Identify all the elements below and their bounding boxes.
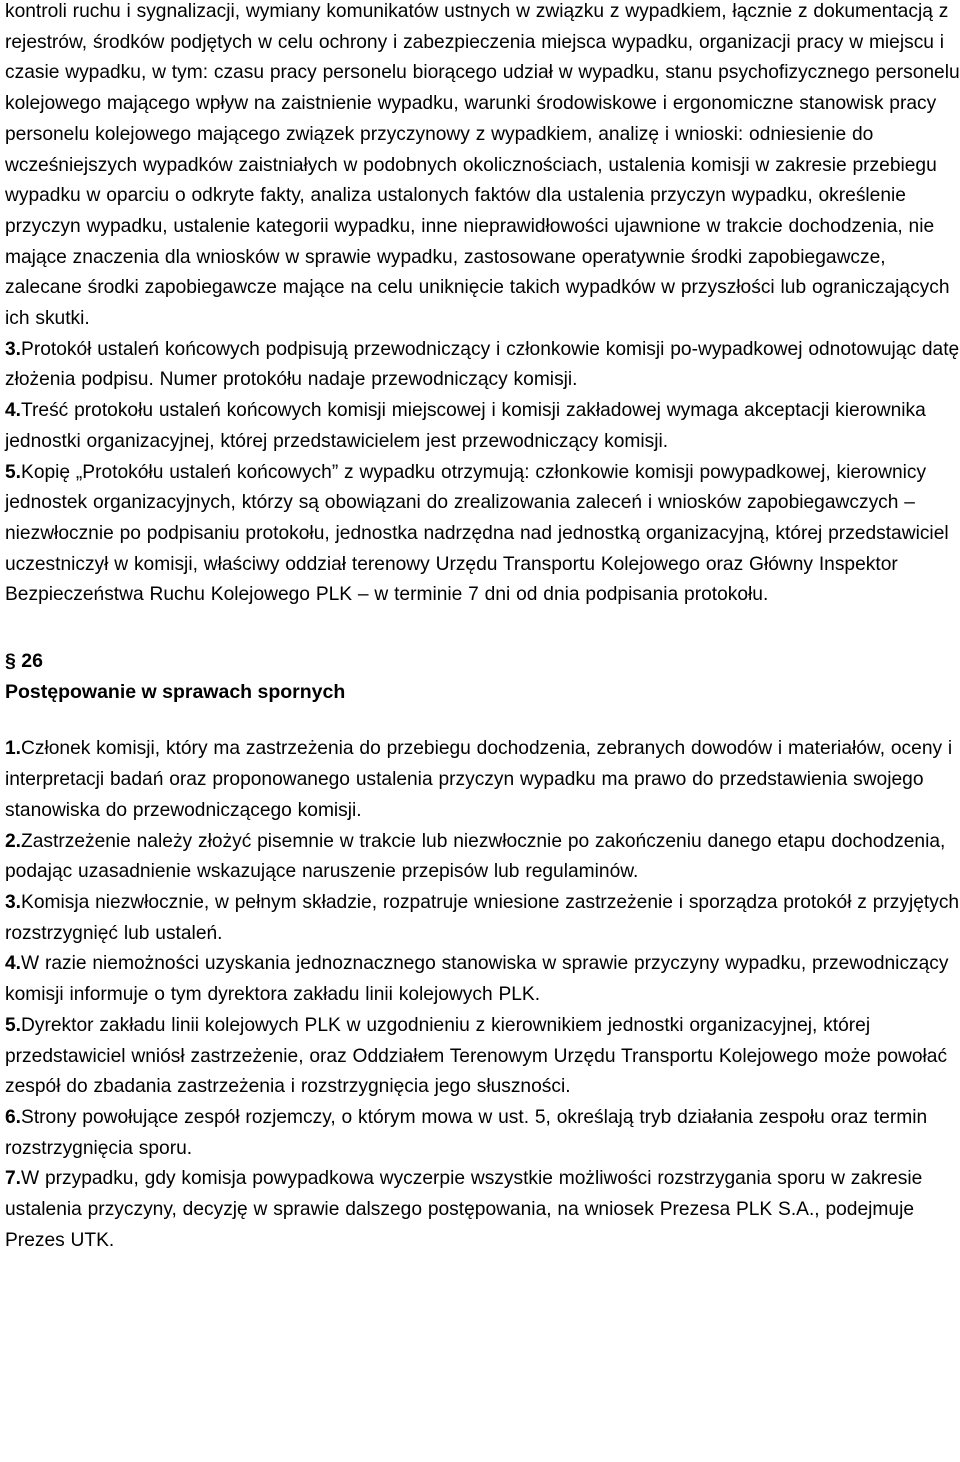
item-number: 7. [5, 1168, 22, 1190]
dispute-item-3 [5, 888, 960, 949]
dispute-item-4 [5, 949, 960, 1010]
item-number: 6. [5, 1106, 22, 1128]
item-number: 4. [5, 400, 22, 422]
dispute-item-6 [5, 1103, 960, 1164]
item-text: Członek komisji, który ma zastrzeżenia do przebiegu dochodzenia, zebranych dowodów i materiałów, oceny i interpretacji badań oraz proponowanego ustalenia przyczyn wypadku ma prawo do przedstawienia swojego stanowiska do przewodniczącego komisji. [5, 738, 953, 821]
item-text: Protokół ustaleń końcowych podpisują przewodniczący i członkowie komisji po-wypadkowej odnotowując datę złożenia podpisu. Numer protokółu nadaje przewodniczący komisji. [5, 338, 960, 391]
section-number: § 26 [5, 650, 43, 673]
section-title: Postępowanie w sprawach spornych [5, 680, 346, 703]
item-number: 1. [5, 738, 22, 760]
item-text: Zastrzeżenie należy złożyć pisemnie w trakcie lub niezwłocznie po zakończeniu danego etapu dochodzenia, podając uzasadnienie wskazujące naruszenie przepisów lub regulaminów. [5, 830, 946, 883]
dispute-item-2 [5, 827, 960, 888]
item-text: W razie niemożności uzyskania jednoznacznego stanowiska w sprawie przyczyny wypadku, przewodniczący komisji informuje o tym dyrektora zakładu linii kolejowych PLK. [5, 953, 949, 1006]
item-number: 5. [5, 461, 22, 483]
item-number: 2. [5, 830, 22, 852]
dispute-item-5 [5, 1011, 960, 1103]
item-number: 3. [5, 338, 22, 360]
dispute-item-7 [5, 1164, 960, 1256]
item-number: 3. [5, 891, 22, 913]
item-text: Treść protokołu ustaleń końcowych komisji miejscowej i komisji zakładowej wymaga akceptacji kierownika jednostki organizacyjnej, której przedstawicielem jest przewodniczący komisji. [5, 400, 926, 452]
item-number: 5. [5, 1014, 22, 1036]
item-number: 4. [5, 953, 22, 975]
list-item-5 [5, 458, 960, 612]
item-text: W przypadku, gdy komisja powypadkowa wyczerpie wszystkie możliwości rozstrzygania sporu w zakresie ustalenia przyczyny, decyzję w sprawie dalszego postępowania, na wniosek Prezesa PLK S.A., podejmuje Prezes UTK. [5, 1168, 923, 1251]
item-text: Strony powołujące zespół rozjemczy, o którym mowa w ust. 5, określają tryb działania zespołu oraz termin rozstrzygnięcia sporu. [5, 1106, 928, 1159]
list-item-3 [5, 335, 960, 396]
item-text: Komisja niezwłocznie, w pełnym składzie, rozpatruje wniesione zastrzeżenie i sporządza protokół z przyjętych rozstrzygnięć lub ustaleń. [5, 891, 960, 944]
dispute-item-1 [5, 734, 960, 826]
item-text: Kopię „Protokółu ustaleń końcowych” z wypadku otrzymują: członkowie komisji powypadkowej, kierownicy jednostek organizacyjnych, którzy są obowiązani do zrealizowania zaleceń i wniosków zapobiegawczych – niezwłocznie po podpisaniu protokołu, jednostka nadrzędna nad jednostką organizacyjną, której przedstawiciel uczestniczył w komisji, właściwy oddział terenowy Urzędu Transportu Kolejowego oraz Główny Inspektor Bezpieczeństwa Ruchu Kolejowego PLK – w terminie 7 dni od dnia podpisania protokołu. [5, 461, 949, 606]
intro-paragraph: kontroli ruchu i sygnalizacji, wymiany komunikatów ustnych w związku z wypadkiem, łącznie z dokumentacją z rejestrów, środków podjętych w celu ochrony i zabezpieczenia miejsca wypadku, organizacji pracy w miejscu i czasie wypadku, w tym: czasu pracy personelu biorącego udział w wypadku, stanu psychofizycznego personelu kolejowego mającego wpływ na zaistnienie wypadku, warunki środowiskowe i ergonomiczne stanowisk pracy personelu kolejowego mającego związek przyczynowy z wypadkiem, analizę i wnioski: odniesienie do wcześniejszych wypadków zaistniałych w podobnych okolicznościach, ustalenia komisji w zakresie przebiegu wypadku w oparciu o odkryte fakty, analiza ustalonych faktów dla ustalenia przyczyn wypadku, określenie przyczyn wypadku, ustalenie kategorii wypadku, inne nieprawidłowości ujawnione w trakcie dochodzenia, nie mające znaczenia dla wniosków w sprawie wypadku, zastosowane operatywnie środki zapobiegawcze, zalecane środki zapobiegawcze mające na celu uniknięcie takich wypadków w przyszłości lub ograniczających ich skutki. [5, 1, 960, 330]
item-text: Dyrektor zakładu linii kolejowych PLK w uzgodnieniu z kierownikiem jednostki organizacyjnej, której przedstawiciel wniósł zastrzeżenie, oraz Oddziałem Terenowym Urzędu Transportu Kolejowego może powołać zespół do zbadania zastrzeżenia i rozstrzygnięcia jego słuszności. [5, 1014, 948, 1098]
list-item-4 [5, 396, 960, 457]
